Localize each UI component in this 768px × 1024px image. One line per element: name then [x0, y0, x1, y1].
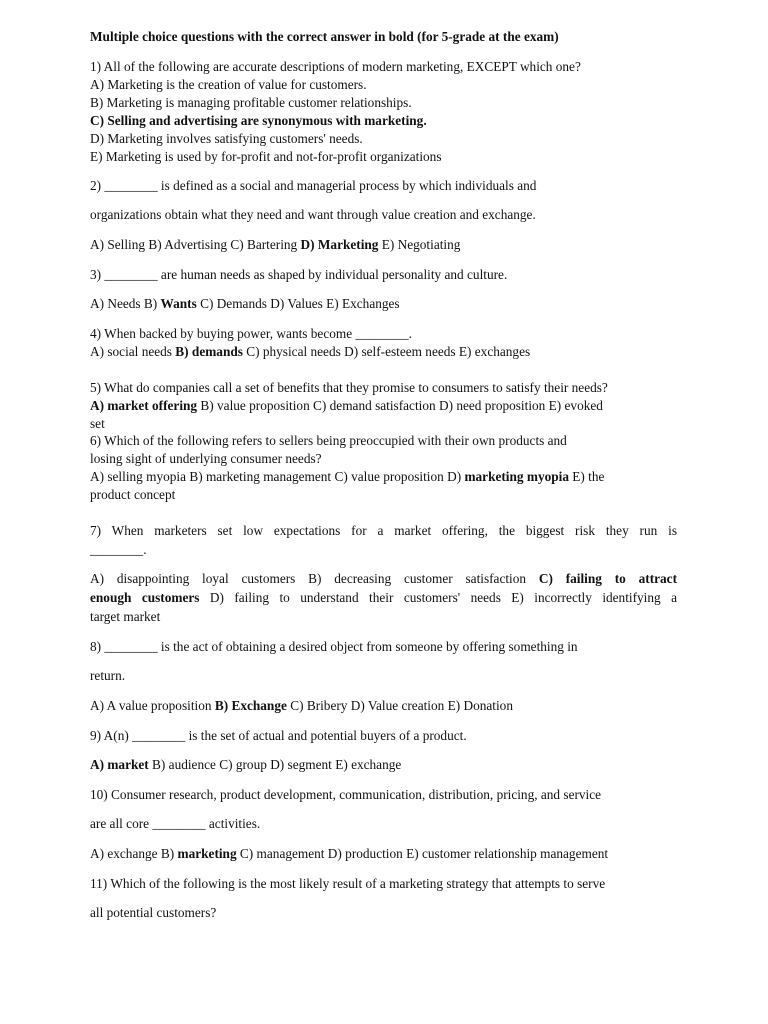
q4-correct-answer: B) demands [175, 344, 243, 359]
q1-stem: 1) All of the following are accurate descriptions of modern marketing, EXCEPT which one? [90, 59, 581, 74]
document-heading: Multiple choice questions with the correct answer in bold (for 5-grade at the exam) [90, 29, 559, 44]
q7-options-line1: A) disappointing loyal customers B) decreasing customer satisfaction C) failing to attract [90, 571, 678, 586]
q8-options: A) A value proposition B) Exchange C) Bribery D) Value creation E) Donation [90, 698, 513, 713]
q4-stem: 4) When backed by buying power, wants become ________. [90, 326, 412, 341]
q9-options: A) market B) audience C) group D) segment E) exchange [90, 757, 402, 772]
q5-stem: 5) What do companies call a set of benefits that they promise to consumers to satisfy their needs? [90, 380, 608, 395]
q2-options: A) Selling B) Advertising C) Bartering D) Marketing E) Negotiating [90, 237, 461, 252]
q7-correct-answer: C) failing to attract [538, 571, 678, 586]
q2-correct-answer: D) Marketing [300, 237, 379, 252]
q8-correct-answer: B) Exchange [214, 698, 287, 713]
q10-stem-line2: are all core ________ activities. [90, 816, 261, 831]
q8-stem-line1: 8) ________ is the act of obtaining a desired object from someone by offering something in [90, 639, 578, 654]
q2-stem-line2: organizations obtain what they need and want through value creation and exchange. [90, 207, 536, 222]
q8-stem-line2: return. [90, 668, 126, 683]
q7-correct-answer-cont: enough customers [90, 590, 200, 605]
q9-stem: 9) A(n) ________ is the set of actual and potential buyers of a product. [90, 728, 467, 743]
q3-options: A) Needs B) Wants C) Demands D) Values E) Exchanges [90, 296, 400, 311]
q6-correct-answer: marketing myopia [464, 469, 569, 484]
q2-stem-line1: 2) ________ is defined as a social and managerial process by which individuals and [90, 178, 537, 193]
q10-stem-line1: 10) Consumer research, product development, communication, distribution, pricing, and service [90, 787, 602, 802]
q7-options-line2: enough customers D) failing to understand their customers' needs E) incorrectly identifying a [90, 590, 678, 605]
q4-options: A) social needs B) demands C) physical needs D) self-esteem needs E) exchanges [90, 344, 531, 359]
q7-stem-line1: 7) When marketers set low expectations for a market offering, the biggest risk they run is [90, 523, 677, 538]
q7-options-line3: target market [90, 609, 161, 624]
q11-stem-line1: 11) Which of the following is the most likely result of a marketing strategy that attempts to serve [90, 876, 606, 891]
q1-option-e: E) Marketing is used by for-profit and not-for-profit organizations [90, 149, 442, 164]
q6-stem-line1: 6) Which of the following refers to sellers being preoccupied with their own products and [90, 433, 567, 448]
q3-stem: 3) ________ are human needs as shaped by individual personality and culture. [90, 267, 508, 282]
q7-stem-line2: ________. [90, 542, 147, 557]
q5-options-wrap: set [90, 416, 105, 431]
q11-stem-line2: all potential customers? [90, 905, 217, 920]
q1-option-c-correct: C) Selling and advertising are synonymous with marketing. [90, 113, 427, 128]
q5-options: A) market offering B) value proposition C) demand satisfaction D) need proposition E) evoked [90, 398, 603, 413]
q5-correct-answer: A) market offering [90, 398, 198, 413]
q6-stem-line2: losing sight of underlying consumer needs? [90, 451, 322, 466]
q9-correct-answer: A) market [90, 757, 149, 772]
q1-option-a: A) Marketing is the creation of value for customers. [90, 77, 367, 92]
q1-option-b: B) Marketing is managing profitable customer relationships. [90, 95, 412, 110]
q3-correct-answer: Wants [160, 296, 197, 311]
q10-options: A) exchange B) marketing C) management D) production E) customer relationship management [90, 846, 609, 861]
q1-option-d: D) Marketing involves satisfying customers' needs. [90, 131, 363, 146]
q10-correct-answer: marketing [177, 846, 237, 861]
q6-options-wrap: product concept [90, 487, 176, 502]
q6-options: A) selling myopia B) marketing management C) value proposition D) marketing myopia E) the [90, 469, 605, 484]
